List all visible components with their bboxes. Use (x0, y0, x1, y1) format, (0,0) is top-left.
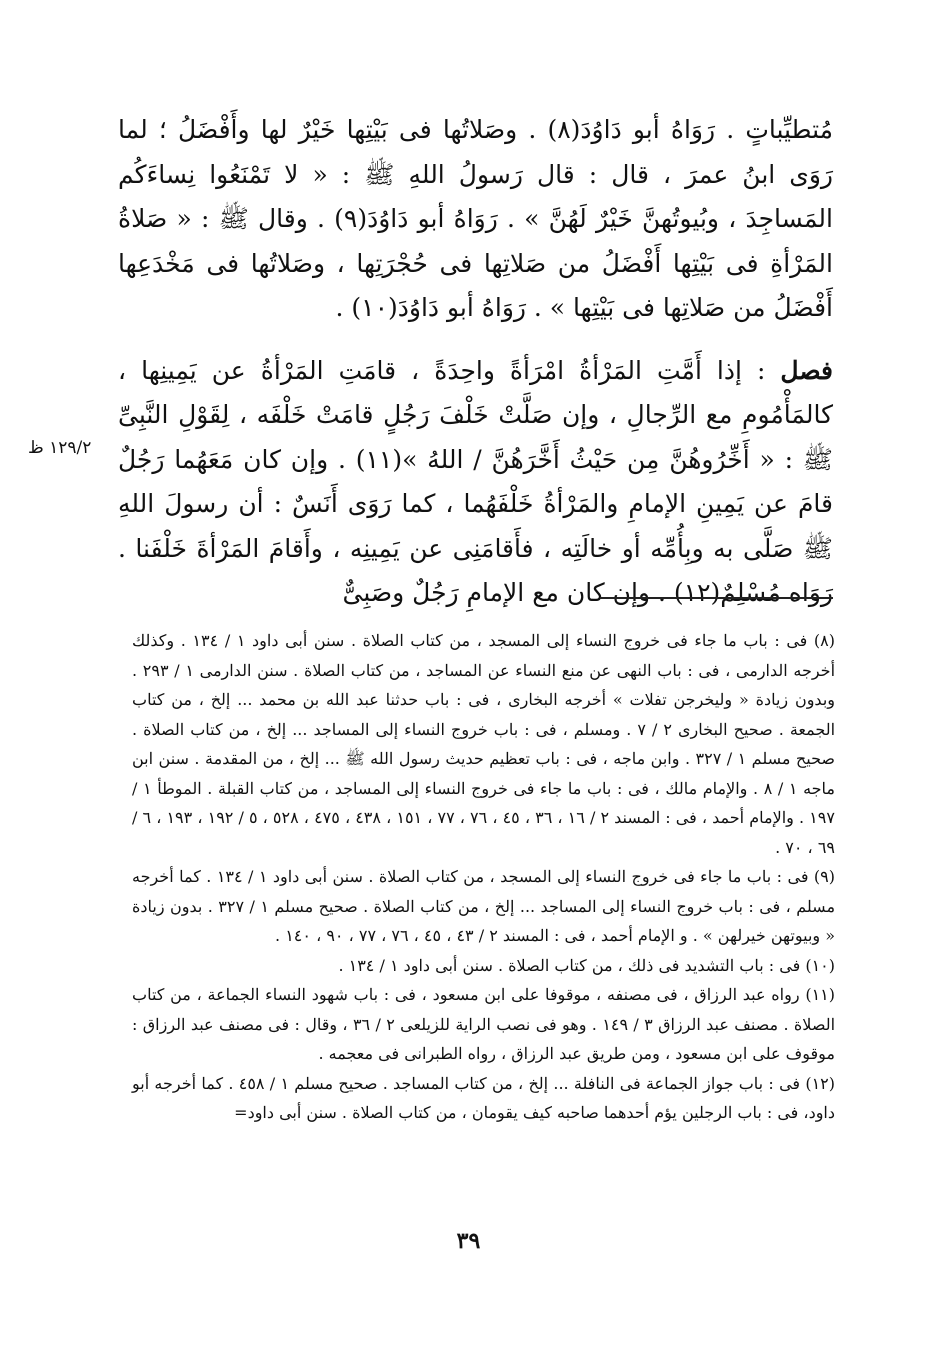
page-number: ٣٩ (456, 1228, 481, 1254)
footnote-10: (١٠) فى : باب التشديد فى ذلك ، من كتاب الصلاة . سنن أبى داود ١ / ١٣٤ . (338, 955, 835, 975)
manuscript-margin-note: ١٢٩/٢ ظ (28, 438, 92, 458)
main-paragraph-2 (118, 349, 833, 616)
main-paragraph-2-text: : إذا أَمَّتِ المَرْأةُ امْرَأةً واحِدَةً ، قامَتِ المَرْأةُ عن يَمِينِها ، كالمَأْمُومِ مع الرِّجالِ ، وإن صَلَّتْ خَلْفَ رَجُلٍ قامَتْ خَلْفَه ، لِقَوْلِ النَّبِىِّ ﷺ : « أَخِّرُوهُنَّ مِن حَيْثُ أَخَّرَهُنَّ / اللهُ »(١١) . وإن كان مَعَهُما رَجُلٌ قامَ عن يَمِينِ الإمامِ والمَرْأةُ خَلْفَهُما ، كما رَوَى أَنَسٌ : أن رسولَ اللهِ ﷺ صَلَّى به وبِأُمِّه أو خالَتِه ، فأَقامَنِى عن يَمِينِه ، وأَقامَ المَرْأةَ خَلْفَنا . رَوَاه مُسْلِمٌ(١٢) . وإن كان مع الإمامِ رَجُلٌ وصَبِىٌّ (118, 355, 834, 607)
main-text-block (118, 108, 833, 616)
footnote-8: (٨) فى : باب ما جاء فى خروج النساء إلى المسجد ، من كتاب الصلاة . سنن أبى داود ١ / ١٣٤ . وكذلك أخرجه الدارمى ، فى : باب النهى عن منع النساء عن المساجد ، من كتاب الصلاة . سنن الدارمى ١ / ٢٩٣ . وبدون زيادة « وليخرجن تفلات » أخرجه البخارى ، فى : باب حدثنا عبد الله بن محمد ... إلخ ، من كتاب الجمعة . صحيح البخارى ٢ / ٧ . ومسلم ، فى : باب خروج النساء إلى المساجد ... إلخ ، من كتاب الصلاة . صحيح مسلم ١ / ٣٢٧ . وابن ماجه ، فى : باب تعظيم حديث رسول الله ﷺ ... إلخ ، من المقدمة . سنن ابن ماجه ١ / ٨ . والإمام مالك ، فى : باب ما جاء فى خروج النساء إلى المساجد ، من كتاب القبلة . الموطأ ١ / ١٩٧ . والإمام أحمد ، فى : المسند ٢ / ١٦ ، ٣٦ ، ٤٥ ، ٧٦ ، ٧٧ ، ١٥١ ، ٤٣٨ ، ٤٧٥ ، ٥٢٨ ، ٥ / ١٩٢ ، ١٩٣ ، ٦ / ٦٩ ، ٧٠ . (132, 631, 836, 857)
paragraph-gap (118, 331, 833, 349)
main-paragraph-1: مُتطيِّباتٍ . رَوَاهُ أبو دَاوُدَ(٨) . وصَلاتُها فى بَيْتِها خَيْرٌ لها وأَفْضَلُ ؛ لما رَوَى ابنُ عمرَ ، قال : قال رَسولُ اللهِ ﷺ : « لا تَمْنَعُوا نِساءَكُم المَساجِدَ ، وبُيوتُهنَّ خَيْرٌ لَهُنَّ » . رَوَاهُ أبو دَاوُدَ(٩) . وقال ﷺ : « صَلاةُ المَرْأةِ فى بَيْتِها أَفْضَلُ من صَلاتِها فى حُجْرَتِها ، وصَلاتُها فى مَخْدَعِها أَفْضَلُ من صَلاتِها فى بَيْتِها » . رَوَاهُ أبو دَاوُدَ(١٠) . (118, 115, 834, 322)
footnote-11: (١١) رواه عبد الرزاق ، فى مصنفه ، موقوفا على ابن مسعود ، فى : باب شهود النساء الجماعة ، من كتاب الصلاة . مصنف عبد الرزاق ٣ / ١٤٩ . وهو فى نصب الراية للزيلعى ٢ / ٣٦ ، وقال : فى مصنف عبد الرزاق : موقوف على ابن مسعود ، ومن طريق عبد الرزاق ، رواه الطبرانى فى معجمه . (132, 985, 836, 1063)
footnote-separator (600, 597, 833, 599)
fasl-heading: فصل (780, 355, 833, 385)
footnote-12: (١٢) فى : باب جواز الجماعة فى النافلة ... إلخ ، من كتاب المساجد . صحيح مسلم ١ / ٤٥٨ . كما أخرجه أبو داود، فى : باب الرجلين يؤم أحدهما صاحبه كيف يقومان ، من كتاب الصلاة . سنن أبى داود= (132, 1073, 836, 1122)
footnotes-block (132, 626, 835, 1128)
footnote-9: (٩) فى : باب ما جاء فى خروج النساء إلى المسجد ، من كتاب الصلاة . سنن أبى داود ١ / ١٣٤ . كما أخرجه مسلم ، فى : باب خروج النساء إلى المساجد ... إلخ ، من كتاب الصلاة . صحيح مسلم ١ / ٣٢٧ . بدون زيادة « وبيوتهن خيرلهن » . و الإمام أحمد ، فى : المسند ٢ / ٤٣ ، ٤٥ ، ٧٦ ، ٧٧ ، ٩٠ ، ١٤٠ . (132, 867, 836, 945)
